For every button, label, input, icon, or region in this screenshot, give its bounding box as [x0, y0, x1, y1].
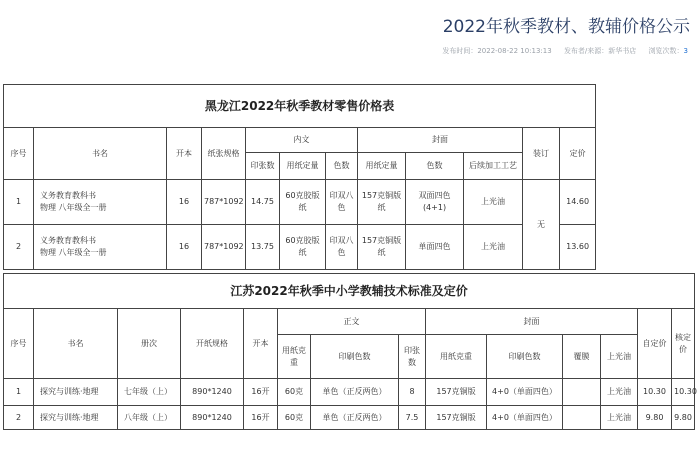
- row-check-price: 10.30: [672, 379, 695, 406]
- row-self-price: 10.30: [638, 379, 672, 406]
- row-inner-paper: 60克胶版纸: [280, 180, 326, 225]
- row-binding: 无: [523, 180, 560, 270]
- table1-title: 黑龙江2022年秋季教材零售价格表: [4, 85, 596, 128]
- row-format: 16开: [244, 379, 278, 406]
- row-index: 1: [4, 379, 34, 406]
- table-row: [4, 379, 695, 406]
- row-grade: 八年级（上）: [118, 406, 181, 430]
- table1-header-cover-process: 后续加工工艺: [464, 153, 523, 180]
- article-meta: [432, 46, 688, 56]
- table2-header-self-price: 自定价: [638, 309, 672, 379]
- source-label: 发布者/来源：新华书店: [563, 47, 637, 55]
- row-price: 14.60: [560, 180, 596, 225]
- row-paper-spec: 787*1092: [202, 225, 246, 270]
- row-book-name: [34, 180, 167, 225]
- row-paper-spec: 890*1240: [181, 406, 244, 430]
- row-book-name: 探究与训练·地理: [34, 406, 118, 430]
- table-row: [4, 180, 596, 225]
- row-cover-paper: 157克铜版纸: [358, 180, 406, 225]
- table1-header-inner: 内文: [246, 128, 358, 153]
- row-inner-paper: 60克胶版纸: [280, 225, 326, 270]
- table2-header-cover-paper: 用纸克重: [426, 335, 487, 379]
- table1-header-inner-paper: 用纸定量: [280, 153, 326, 180]
- table1-header-format: 开本: [167, 128, 202, 180]
- row-inner-sheets: 8: [399, 379, 426, 406]
- table2-header-cover-color: 印刷色数: [487, 335, 563, 379]
- row-self-price: 9.80: [638, 406, 672, 430]
- row-cover-color: 4+0（单面四色）: [487, 406, 563, 430]
- table1-header-name: 书名: [34, 128, 167, 180]
- row-index: 2: [4, 225, 34, 270]
- row-cover-process: 上光油: [464, 180, 523, 225]
- row-cover-film: [563, 406, 601, 430]
- row-inner-color: 印双八色: [326, 180, 358, 225]
- row-inner-sheets: 14.75: [246, 180, 280, 225]
- table1-header-inner-sheets: 印张数: [246, 153, 280, 180]
- table2-header-check-price: 核定价: [672, 309, 695, 379]
- book-name-line2: 物理 八年级全一册: [40, 203, 107, 212]
- table2-header-index: 序号: [4, 309, 34, 379]
- row-cover-color: 双面四色(4+1): [406, 180, 464, 225]
- row-inner-color: 单色（正反两色）: [311, 406, 399, 430]
- teaching-aid-price-table: [3, 273, 695, 430]
- row-cover-film: [563, 379, 601, 406]
- book-name-line1: 义务教育教科书: [40, 191, 96, 200]
- row-index: 2: [4, 406, 34, 430]
- row-cover-paper: 157克铜版: [426, 379, 487, 406]
- table2-header-cover-process: 上光油: [601, 335, 638, 379]
- table2-header-inner: 正文: [278, 309, 426, 335]
- table1-header-binding: 装订: [523, 128, 560, 180]
- views-label: 浏览次数：: [648, 47, 684, 55]
- table-row: [4, 406, 695, 430]
- row-cover-paper: 157克铜版: [426, 406, 487, 430]
- row-inner-color: 单色（正反两色）: [311, 379, 399, 406]
- row-cover-process: 上光油: [464, 225, 523, 270]
- table2-header-paper-spec: 开纸规格: [181, 309, 244, 379]
- row-cover-color: 4+0（单面四色）: [487, 379, 563, 406]
- table1-header-cover-color: 色数: [406, 153, 464, 180]
- table2-header-inner-sheets: 印张数: [399, 335, 426, 379]
- row-inner-sheets: 13.75: [246, 225, 280, 270]
- row-cover-color: 单面四色: [406, 225, 464, 270]
- table1-header-index: 序号: [4, 128, 34, 180]
- table2-header-format: 开本: [244, 309, 278, 379]
- table1-header-cover-paper: 用纸定量: [358, 153, 406, 180]
- book-name-line2: 物理 八年级全一册: [40, 248, 107, 257]
- row-format: 16: [167, 180, 202, 225]
- row-inner-paper: 60克: [278, 379, 311, 406]
- table2-title: 江苏2022年秋季中小学教辅技术标准及定价: [4, 274, 695, 309]
- row-format: 16: [167, 225, 202, 270]
- table1-header-cover: 封面: [358, 128, 523, 153]
- row-cover-process: 上光油: [601, 406, 638, 430]
- table2-header-inner-paper: 用纸克重: [278, 335, 311, 379]
- table2-header-cover-film: 覆膜: [563, 335, 601, 379]
- row-book-name: 探究与训练·地理: [34, 379, 118, 406]
- row-inner-paper: 60克: [278, 406, 311, 430]
- row-cover-paper: 157克铜版纸: [358, 225, 406, 270]
- row-grade: 七年级（上）: [118, 379, 181, 406]
- row-index: 1: [4, 180, 34, 225]
- table1-header-inner-color: 色数: [326, 153, 358, 180]
- table-row: [4, 225, 596, 270]
- table1-header-paper-spec: 纸张规格: [202, 128, 246, 180]
- table1-header-price: 定价: [560, 128, 596, 180]
- row-check-price: 9.80: [672, 406, 695, 430]
- views-count: 3: [683, 47, 688, 55]
- textbook-price-table: [3, 84, 596, 270]
- row-inner-color: 印双八色: [326, 225, 358, 270]
- row-inner-sheets: 7.5: [399, 406, 426, 430]
- page-title: 2022年秋季教材、教辅价格公示: [442, 17, 690, 37]
- book-name-line1: 义务教育教科书: [40, 236, 96, 245]
- table2-header-name: 书名: [34, 309, 118, 379]
- row-format: 16开: [244, 406, 278, 430]
- row-paper-spec: 787*1092: [202, 180, 246, 225]
- row-price: 13.60: [560, 225, 596, 270]
- row-paper-spec: 890*1240: [181, 379, 244, 406]
- row-book-name: [34, 225, 167, 270]
- publish-time: 发布时间：2022-08-22 10:13:13: [442, 47, 552, 55]
- table2-header-cover: 封面: [426, 309, 638, 335]
- table2-header-inner-color: 印刷色数: [311, 335, 399, 379]
- row-cover-process: 上光油: [601, 379, 638, 406]
- table2-header-grade: 册次: [118, 309, 181, 379]
